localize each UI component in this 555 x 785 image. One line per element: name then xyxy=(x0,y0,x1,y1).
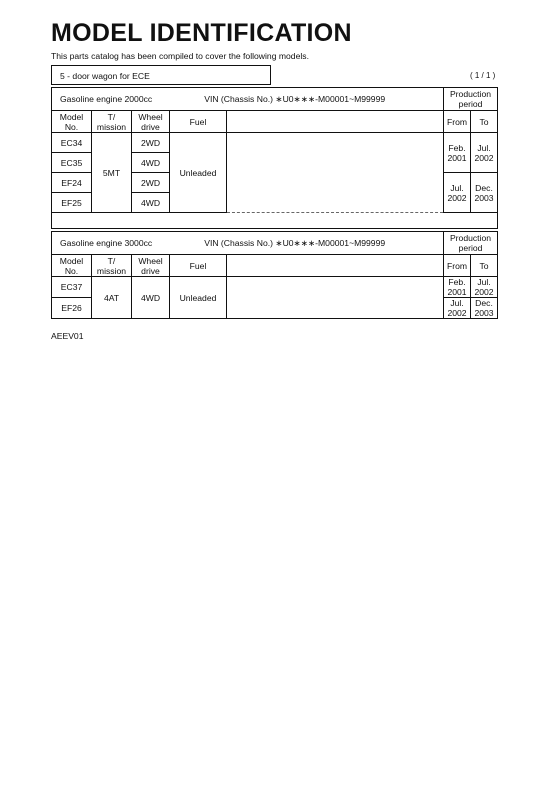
model-no-header: Model No. xyxy=(52,111,92,133)
drive-cell: 4WD xyxy=(132,153,170,173)
fuel-cell: Unleaded xyxy=(170,277,227,319)
engine-label: Gasoline engine 3000cc xyxy=(60,238,153,248)
to-cell: Dec. 2003 xyxy=(471,298,498,319)
model-cell: EC35 xyxy=(52,153,92,173)
production-period-header: Production period xyxy=(444,88,498,111)
fuel-header: Fuel xyxy=(170,255,227,277)
table-row xyxy=(52,277,498,298)
page-title: MODEL IDENTIFICATION xyxy=(51,19,352,47)
vin-label: VIN (Chassis No.) ∗U0∗∗∗-M00001~M99999 xyxy=(204,238,386,248)
vin-label: VIN (Chassis No.) ∗U0∗∗∗-M00001~M99999 xyxy=(204,94,386,104)
transmission-cell: 4AT xyxy=(92,277,132,319)
transmission-cell: 5MT xyxy=(92,133,132,213)
drive-cell: 2WD xyxy=(132,133,170,153)
model-cell: EF24 xyxy=(52,173,92,193)
from-cell: Feb. 2001 xyxy=(444,133,471,173)
table-row xyxy=(52,133,498,153)
model-cell: EF26 xyxy=(52,298,92,319)
wheel-drive-header: Wheel drive xyxy=(132,111,170,133)
from-cell: Feb. 2001 xyxy=(444,277,471,298)
from-cell: Jul. 2002 xyxy=(444,173,471,213)
spec-table-2000cc xyxy=(51,87,498,229)
model-cell: EF25 xyxy=(52,193,92,213)
spec-table-3000cc xyxy=(51,231,498,319)
drive-cell: 2WD xyxy=(132,173,170,193)
blank-cell xyxy=(227,277,444,319)
blank-cell xyxy=(227,255,444,277)
drive-cell: 4WD xyxy=(132,277,170,319)
to-header: To xyxy=(471,255,498,277)
blank-cell xyxy=(227,133,444,213)
transmission-header: T/ mission xyxy=(92,111,132,133)
intro-text: This parts catalog has been compiled to cover the following models. xyxy=(51,51,309,61)
body-type-box xyxy=(51,65,271,85)
transmission-header: T/ mission xyxy=(92,255,132,277)
fuel-cell: Unleaded xyxy=(170,133,227,213)
footer-code: AEEV01 xyxy=(51,331,84,341)
model-no-header: Model No. xyxy=(52,255,92,277)
drive-cell: 4WD xyxy=(132,193,170,213)
engine-header-cell xyxy=(52,88,444,111)
to-cell: Jul. 2002 xyxy=(471,277,498,298)
page-indicator: ( 1 / 1 ) xyxy=(470,71,496,80)
model-cell: EC37 xyxy=(52,277,92,298)
from-cell: Jul. 2002 xyxy=(444,298,471,319)
spacer-row xyxy=(52,213,498,229)
fuel-header: Fuel xyxy=(170,111,227,133)
from-header: From xyxy=(444,255,471,277)
to-header: To xyxy=(471,111,498,133)
body-type-label: 5 - door wagon for ECE xyxy=(60,71,150,81)
blank-cell xyxy=(227,111,444,133)
to-cell: Dec. 2003 xyxy=(471,173,498,213)
wheel-drive-header: Wheel drive xyxy=(132,255,170,277)
from-header: From xyxy=(444,111,471,133)
engine-header-cell xyxy=(52,232,444,255)
to-cell: Jul. 2002 xyxy=(471,133,498,173)
model-cell: EC34 xyxy=(52,133,92,153)
production-period-header: Production period xyxy=(444,232,498,255)
engine-label: Gasoline engine 2000cc xyxy=(60,94,153,104)
